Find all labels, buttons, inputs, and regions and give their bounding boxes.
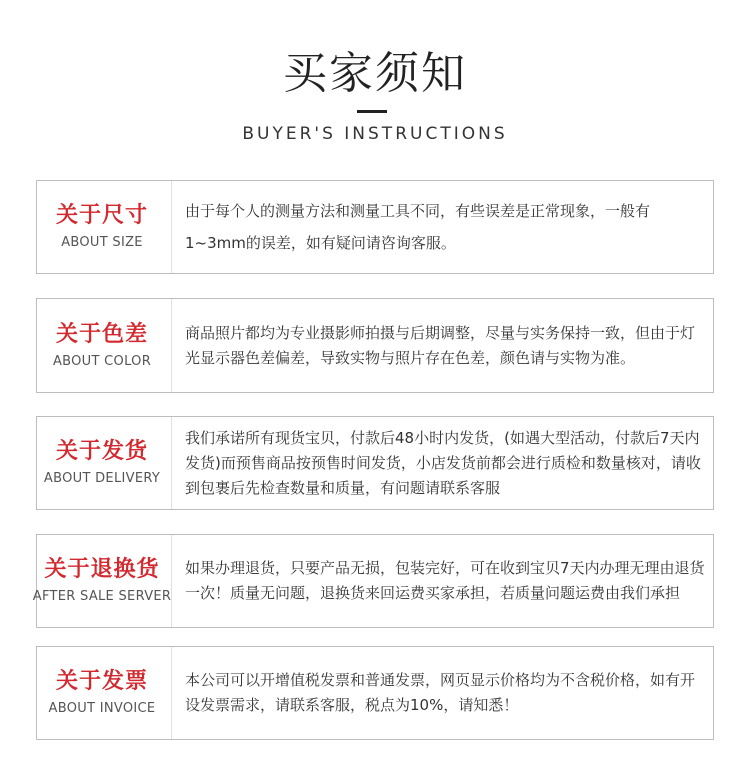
section-text [185,647,707,739]
section-text [185,299,707,392]
section-text-content: 本公司可以开增值税发票和普通发票，网页显示价格均为不含税价格，如有开设发票需求，请联系客服，税点为10%，请知悉！ [185,671,696,714]
section-title-cn: 关于退换货 [44,557,160,582]
section-title-cn: 关于发票 [55,669,148,694]
section-card-invoice [36,646,714,740]
section-heading [37,417,167,509]
section-divider [171,181,172,273]
section-title-en: ABOUT COLOR [52,353,152,369]
section-heading [37,181,167,273]
section-text-content: 商品照片都均为专业摄影师拍摄与后期调整，尽量与实务保持一致，但由于灯光显示器色差偏差，导致实物与照片存在色差，颜色请与实物为准。 [185,323,696,367]
section-title-en: ABOUT DELIVERY [43,471,161,486]
section-divider [171,647,172,739]
section-text-content: 由于每个人的测量方法和测量工具不同，有些误差是正常现象，一般有1~3mm的误差，如有疑问请咨询客服。 [185,202,651,252]
section-title-en: AFTER SALE SERVER [32,589,172,604]
section-heading [37,299,167,392]
section-text [185,181,707,273]
section-title-cn: 关于尺寸 [55,203,148,228]
page-title: 买家须知 [283,48,467,99]
section-card-size [36,180,714,274]
section-title-cn: 关于色差 [55,321,148,347]
section-title-en: ABOUT INVOICE [48,701,156,716]
section-heading [32,535,172,627]
section-card-delivery [36,416,714,510]
title-underline [357,110,387,113]
section-card-color [36,298,714,393]
section-card-after-sale [32,534,714,628]
section-text [185,535,707,627]
section-divider [171,417,172,509]
section-divider [171,535,172,627]
section-text [185,417,707,509]
section-divider [171,299,172,392]
section-title-en: ABOUT SIZE [61,235,143,250]
section-text-content: 我们承诺所有现货宝贝，付款后48小时内发货，(如遇大型活动，付款后7天内发货)而预售商品按预售时间发货，小店发货前都会进行质检和数量核对，请收到包裹后先检查数量和质量，有问题请联系客服 [185,428,701,497]
page-subtitle: BUYER'S INSTRUCTIONS [242,124,508,144]
section-text-content: 如果办理退货，只要产品无损，包装完好，可在收到宝贝7天内办理无理由退货一次！质量无问题，退换货来回运费买家承担，若质量问题运费由我们承担 [185,559,705,602]
section-title-cn: 关于发货 [55,439,148,464]
section-heading [37,647,167,739]
